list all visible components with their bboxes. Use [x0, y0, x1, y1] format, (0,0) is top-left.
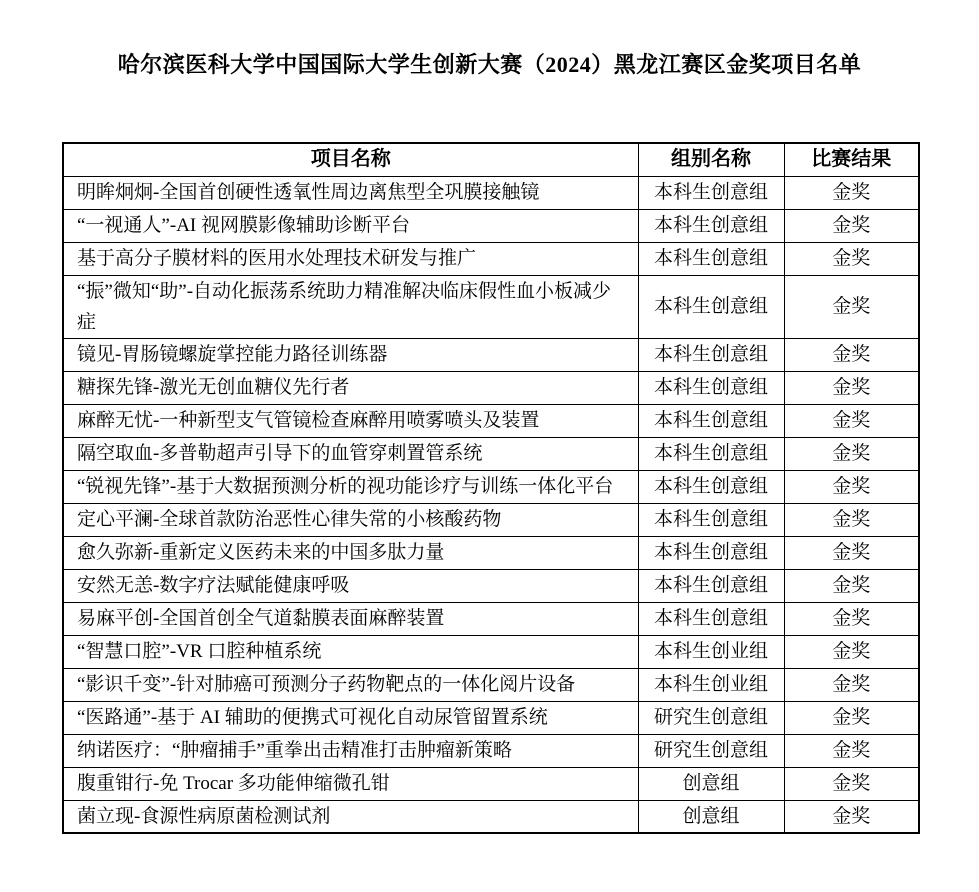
project-name-cell: 基于高分子膜材料的医用水处理技术研发与推广 — [63, 242, 638, 275]
group-cell: 本科生创意组 — [638, 470, 784, 503]
project-name-cell: “影识千变”-针对肺癌可预测分子药物靶点的一体化阅片设备 — [63, 668, 638, 701]
project-name-cell: 愈久弥新-重新定义医药未来的中国多肽力量 — [63, 536, 638, 569]
project-name-cell: 安然无恙-数字疗法赋能健康呼吸 — [63, 569, 638, 602]
project-name-cell: 纳诺医疗：“肿瘤捕手”重拳出击精准打击肿瘤新策略 — [63, 734, 638, 767]
table-row — [63, 275, 919, 338]
table-row — [63, 437, 919, 470]
col-header-project-name: 项目名称 — [63, 143, 638, 176]
result-cell: 金奖 — [784, 209, 919, 242]
result-cell: 金奖 — [784, 767, 919, 800]
project-name-cell: “智慧口腔”-VR 口腔种植系统 — [63, 635, 638, 668]
group-cell: 本科生创意组 — [638, 275, 784, 338]
table-row — [63, 176, 919, 209]
result-cell: 金奖 — [784, 338, 919, 371]
group-cell: 本科生创意组 — [638, 404, 784, 437]
table-row — [63, 470, 919, 503]
table-row — [63, 338, 919, 371]
result-cell: 金奖 — [784, 503, 919, 536]
group-cell: 创意组 — [638, 800, 784, 833]
project-name-cell: 隔空取血-多普勒超声引导下的血管穿刺置管系统 — [63, 437, 638, 470]
table-row — [63, 602, 919, 635]
project-name-cell: 麻醉无忧-一种新型支气管镜检查麻醉用喷雾喷头及装置 — [63, 404, 638, 437]
result-cell: 金奖 — [784, 602, 919, 635]
group-cell: 本科生创意组 — [638, 503, 784, 536]
table-row — [63, 734, 919, 767]
project-name-cell: 菌立现-食源性病原菌检测试剂 — [63, 800, 638, 833]
awards-table — [62, 142, 920, 834]
project-name-cell: “振”微知“助”-自动化振荡系统助力精准解决临床假性血小板减少症 — [63, 275, 638, 338]
result-cell: 金奖 — [784, 569, 919, 602]
group-cell: 本科生创意组 — [638, 569, 784, 602]
group-cell: 本科生创业组 — [638, 635, 784, 668]
table-row — [63, 569, 919, 602]
col-header-group-name: 组别名称 — [638, 143, 784, 176]
table-row — [63, 635, 919, 668]
result-cell: 金奖 — [784, 176, 919, 209]
group-cell: 本科生创意组 — [638, 209, 784, 242]
page-title: 哈尔滨医科大学中国国际大学生创新大赛（2024）黑龙江赛区金奖项目名单 — [117, 52, 862, 77]
result-cell: 金奖 — [784, 275, 919, 338]
table-row — [63, 242, 919, 275]
project-name-cell: 腹重钳行-免 Trocar 多功能伸缩微孔钳 — [63, 767, 638, 800]
project-name-cell: 易麻平创-全国首创全气道黏膜表面麻醉装置 — [63, 602, 638, 635]
group-cell: 本科生创意组 — [638, 371, 784, 404]
result-cell: 金奖 — [784, 800, 919, 833]
project-name-cell: “锐视先锋”-基于大数据预测分析的视功能诊疗与训练一体化平台 — [63, 470, 638, 503]
col-header-competition-result: 比赛结果 — [784, 143, 919, 176]
result-cell: 金奖 — [784, 404, 919, 437]
project-name-cell: “一视通人”-AI 视网膜影像辅助诊断平台 — [63, 209, 638, 242]
result-cell: 金奖 — [784, 668, 919, 701]
group-cell: 创意组 — [638, 767, 784, 800]
project-name-cell: 定心平澜-全球首款防治恶性心律失常的小核酸药物 — [63, 503, 638, 536]
group-cell: 本科生创意组 — [638, 176, 784, 209]
group-cell: 本科生创业组 — [638, 668, 784, 701]
project-name-cell: “医路通”-基于 AI 辅助的便携式可视化自动尿管留置系统 — [63, 701, 638, 734]
table-row — [63, 701, 919, 734]
table-row — [63, 668, 919, 701]
group-cell: 本科生创意组 — [638, 242, 784, 275]
result-cell: 金奖 — [784, 536, 919, 569]
group-cell: 本科生创意组 — [638, 602, 784, 635]
group-cell: 研究生创意组 — [638, 734, 784, 767]
project-name-cell: 明眸炯炯-全国首创硬性透氧性周边离焦型全巩膜接触镜 — [63, 176, 638, 209]
result-cell: 金奖 — [784, 734, 919, 767]
table-header-row — [63, 143, 919, 176]
result-cell: 金奖 — [784, 470, 919, 503]
result-cell: 金奖 — [784, 701, 919, 734]
project-name-cell: 镜见-胃肠镜螺旋掌控能力路径训练器 — [63, 338, 638, 371]
table-row — [63, 404, 919, 437]
table-row — [63, 800, 919, 833]
result-cell: 金奖 — [784, 242, 919, 275]
project-name-cell: 糖探先锋-激光无创血糖仪先行者 — [63, 371, 638, 404]
group-cell: 本科生创意组 — [638, 437, 784, 470]
table-row — [63, 503, 919, 536]
table-row — [63, 371, 919, 404]
group-cell: 本科生创意组 — [638, 536, 784, 569]
result-cell: 金奖 — [784, 371, 919, 404]
table-row — [63, 767, 919, 800]
group-cell: 研究生创意组 — [638, 701, 784, 734]
table-row — [63, 209, 919, 242]
result-cell: 金奖 — [784, 437, 919, 470]
group-cell: 本科生创意组 — [638, 338, 784, 371]
table-row — [63, 536, 919, 569]
result-cell: 金奖 — [784, 635, 919, 668]
